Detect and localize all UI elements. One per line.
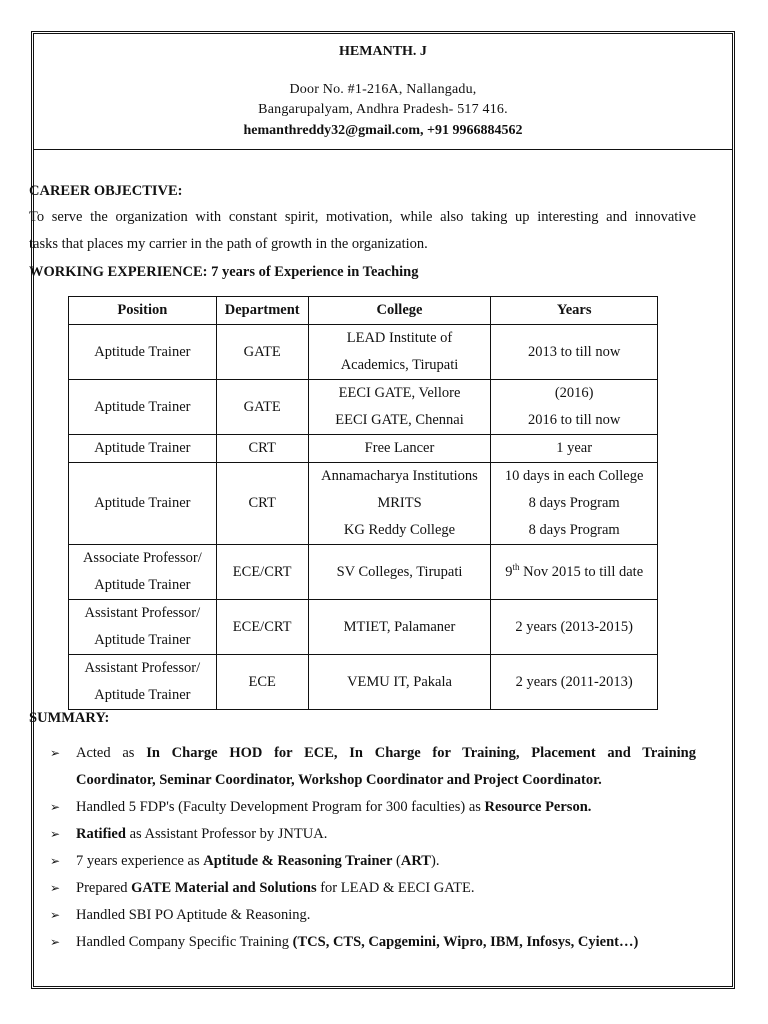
cell-position <box>69 600 217 655</box>
career-objective-line-1: To serve the organization with constant spirit, motivation, while also taking up interesting and innovative <box>29 209 696 225</box>
cell-college <box>308 380 491 435</box>
cell-position <box>69 325 217 380</box>
summary-text: Coordinator, Seminar Coordinator, Workshop Coordinator and Project Coordinator. <box>76 772 602 788</box>
cell-position <box>69 380 217 435</box>
summary-text: Handled Company Specific Training <box>76 934 293 950</box>
cell-college <box>308 325 491 380</box>
cell-college <box>308 600 491 655</box>
summary-text: 7 years experience as <box>76 853 204 869</box>
summary-text: ART <box>400 853 431 869</box>
column-header-position: Position <box>69 297 217 325</box>
cell-college <box>308 435 491 463</box>
summary-item <box>50 794 696 821</box>
table-row <box>69 600 658 655</box>
cell-years <box>491 545 658 600</box>
address-line-1: Door No. #1-216A, Nallangadu, <box>289 82 477 97</box>
cell-department: ECE <box>216 655 308 710</box>
cell-college-line: MRITS <box>377 495 422 511</box>
cell-years-line: 10 days in each College <box>504 468 644 484</box>
bullet-arrow-icon: ➢ <box>50 854 61 868</box>
cell-department: CRT <box>216 435 308 463</box>
experience-table <box>68 296 658 710</box>
years-day: 9 <box>505 563 513 580</box>
cell-years <box>491 325 658 380</box>
summary-text: ). <box>430 853 440 869</box>
cell-college-line: LEAD Institute of <box>346 330 453 346</box>
cell-years-line: 1 year <box>556 440 593 456</box>
summary-text: Aptitude & Reasoning Trainer <box>203 853 393 869</box>
summary-text: for LEAD & EECI GATE. <box>316 880 475 896</box>
address-line-2: Bangarupalyam, Andhra Pradesh- 517 416. <box>258 102 508 117</box>
summary-text: Handled 5 FDP's (Faculty Development Program for 300 faculties) as <box>76 799 485 815</box>
summary-list <box>50 740 696 956</box>
cell-years-line: 2016 to till now <box>528 412 621 428</box>
cell-position-line: Aptitude Trainer <box>94 343 191 360</box>
cell-college-line: Academics, Tirupati <box>340 357 459 373</box>
cell-department: ECE/CRT <box>216 600 308 655</box>
resume-header <box>34 34 732 150</box>
cell-position-line: Aptitude Trainer <box>94 687 191 703</box>
column-header-college: College <box>308 297 491 325</box>
cell-position-line: Associate Professor/ <box>82 550 202 566</box>
cell-years <box>491 380 658 435</box>
summary-heading: SUMMARY: <box>29 710 110 726</box>
summary-text: Acted as <box>76 745 147 761</box>
table-row <box>69 380 658 435</box>
table-row <box>69 463 658 545</box>
summary-text: In Charge HOD for ECE, In Charge for Training, Placement and Training <box>146 745 696 761</box>
cell-position <box>69 435 217 463</box>
cell-years-line: 2 years (2011-2013) <box>515 673 633 690</box>
summary-text: Ratified <box>76 826 126 842</box>
cell-position-line: Aptitude Trainer <box>94 495 191 511</box>
summary-text: as Assistant Professor by JNTUA. <box>125 826 328 842</box>
bullet-arrow-icon: ➢ <box>50 908 61 922</box>
cell-position-line: Assistant Professor/ <box>84 660 201 676</box>
cell-years-line: 8 days Program <box>528 522 620 538</box>
applicant-name: HEMANTH. J <box>339 44 427 59</box>
summary-item <box>50 740 696 767</box>
summary-item <box>50 929 696 956</box>
years-ordinal: th <box>512 561 520 572</box>
cell-college-line: Free Lancer <box>364 440 435 456</box>
summary-item <box>50 821 696 848</box>
cell-college <box>308 655 491 710</box>
cell-college-line: KG Reddy College <box>343 522 456 538</box>
summary-item <box>50 848 696 875</box>
table-row <box>69 545 658 600</box>
bullet-arrow-icon: ➢ <box>50 935 61 949</box>
summary-text: ( <box>392 853 401 869</box>
cell-college-line: SV Colleges, Tirupati <box>336 563 463 580</box>
table-row <box>69 325 658 380</box>
cell-position <box>69 655 217 710</box>
cell-years-line: 2013 to till now <box>528 343 621 360</box>
cell-college-line: Annamacharya Institutions <box>321 468 478 484</box>
cell-position <box>69 545 217 600</box>
cell-years <box>491 463 658 545</box>
career-objective-heading: CAREER OBJECTIVE: <box>29 183 183 199</box>
table-row <box>69 435 658 463</box>
summary-item <box>50 767 696 794</box>
summary-text: Prepared <box>76 880 132 896</box>
cell-college-line: MTIET, Palamaner <box>343 618 456 635</box>
contact-info: hemanthreddy32@gmail.com, +91 9966884562 <box>243 123 523 138</box>
cell-college-line: VEMU IT, Pakala <box>347 673 452 690</box>
cell-years-line: (2016) <box>554 385 594 401</box>
cell-years-line: 8 days Program <box>528 495 620 511</box>
working-experience-heading: WORKING EXPERIENCE: 7 years of Experience in Teaching <box>29 264 419 280</box>
summary-text: Handled SBI PO Aptitude & Reasoning. <box>76 907 311 923</box>
cell-years <box>491 655 658 710</box>
cell-department: CRT <box>216 463 308 545</box>
column-header-department: Department <box>216 297 308 325</box>
column-header-years: Years <box>491 297 658 325</box>
cell-years <box>491 435 658 463</box>
experience-table-header <box>69 297 658 325</box>
cell-position-line: Assistant Professor/ <box>84 605 201 621</box>
table-row <box>69 655 658 710</box>
summary-text: Resource Person. <box>484 799 592 815</box>
bullet-arrow-icon: ➢ <box>50 881 61 895</box>
cell-college-line: EECI GATE, Vellore <box>338 385 461 401</box>
cell-position-line: Aptitude Trainer <box>94 577 191 593</box>
cell-college-line: EECI GATE, Chennai <box>335 412 464 428</box>
career-objective-line-2: tasks that places my carrier in the path of growth in the organization. <box>29 236 428 252</box>
cell-department: ECE/CRT <box>216 545 308 600</box>
cell-department: GATE <box>216 380 308 435</box>
cell-position-line: Aptitude Trainer <box>94 440 191 456</box>
summary-text: (TCS, CTS, Capgemini, Wipro, IBM, Infosys, Cyient…) <box>292 934 639 950</box>
bullet-arrow-icon: ➢ <box>50 827 61 841</box>
summary-text: GATE Material and Solutions <box>131 880 317 896</box>
years-rest: Nov 2015 to till date <box>519 563 644 580</box>
summary-item <box>50 875 696 902</box>
cell-years <box>491 600 658 655</box>
summary-item <box>50 902 696 929</box>
cell-college <box>308 463 491 545</box>
cell-position <box>69 463 217 545</box>
cell-position-line: Aptitude Trainer <box>94 632 191 648</box>
bullet-arrow-icon: ➢ <box>50 800 61 814</box>
cell-college <box>308 545 491 600</box>
bullet-arrow-icon: ➢ <box>50 746 61 760</box>
cell-years-line: 2 years (2013-2015) <box>515 618 633 635</box>
cell-position-line: Aptitude Trainer <box>94 398 191 415</box>
cell-department: GATE <box>216 325 308 380</box>
